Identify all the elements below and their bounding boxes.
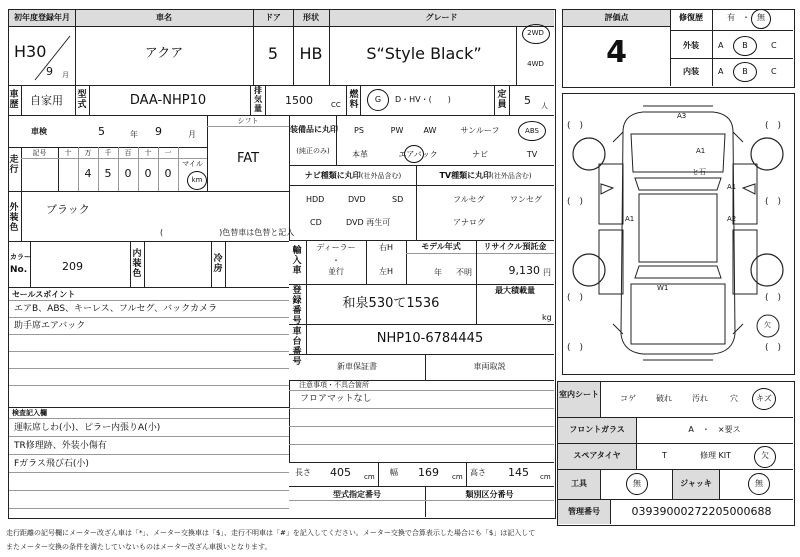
equip-leather: 本革 [352, 150, 368, 159]
length-label: 長さ [295, 468, 311, 477]
length-value: 405 [330, 466, 351, 479]
warranty-label: 新車保証書 [337, 362, 377, 371]
navi-cd: CD [310, 218, 322, 227]
equipment-sub: (純正のみ) [296, 147, 330, 155]
recycle-unit: 円 [543, 268, 551, 277]
import-label: 輸入車 [292, 246, 302, 276]
aircon-label: 冷房 [213, 254, 223, 274]
model-year-unknown: 不明 [456, 268, 472, 277]
displacement-unit: CC [331, 101, 341, 109]
inspection-month: 9 [155, 125, 162, 138]
color-no-value: 209 [62, 260, 83, 273]
height-label: 高さ [470, 468, 486, 477]
door-label: ドア [265, 13, 281, 22]
equip-aw: AW [423, 126, 437, 135]
tv-analog: アナログ [453, 218, 485, 227]
grade-label: グレード [425, 13, 458, 22]
spare-t: T [662, 451, 667, 460]
svg-text:( ): ( ) [765, 121, 782, 131]
footer-line1: 走行距離の記号欄にメーター改ざん車は「*」、メーター交換車は「$」、走行不明車は「#」を記入してください。メーター交換で合算表示した場合にも「$」は記入して [6, 529, 536, 537]
repaint-note: ( )色替車は色替と記入 [160, 228, 295, 237]
displacement-label: 排気量 [254, 86, 262, 113]
windshield-value: A ・ ×要ス [688, 425, 741, 434]
usage-value: 自家用 [30, 94, 63, 107]
tv-oneseg: ワンセグ [510, 195, 542, 204]
mileage-unit-5: 一 [164, 149, 172, 157]
mileage-unit-0: 十 [64, 149, 72, 157]
manual-label: 車両取説 [473, 362, 506, 371]
import-parallel: 並行 [328, 267, 344, 276]
exterior-label: 外装 [683, 41, 699, 50]
mileage-unit-2: 千 [104, 149, 112, 157]
color-label: 外装色 [9, 203, 19, 233]
seat-label: 室内シート [559, 390, 599, 399]
seat-yogore: 汚れ [692, 394, 708, 403]
import-dealer: ディーラー [316, 243, 356, 252]
sales-point-label: セールスポイント [12, 290, 76, 299]
jack-label: ジャッキ [680, 479, 712, 488]
tv-title [417, 172, 554, 180]
svg-text:( ): ( ) [765, 197, 782, 207]
damage-w1: W1 [657, 284, 669, 292]
equip-abs: ABS [525, 127, 539, 135]
mileage-label: 走行 [9, 155, 19, 175]
jack-value: 無 [755, 479, 763, 488]
height-unit: cm [540, 473, 551, 481]
interior-a: A [718, 67, 724, 76]
damage-a2: A2 [727, 215, 737, 223]
type-designation-label: 型式指定番号 [333, 490, 381, 499]
equip-ps: PS [354, 126, 364, 135]
spare-none: 欠 [761, 451, 769, 460]
equip-pw: PW [390, 126, 404, 135]
damage-a1-right: A1 [727, 183, 737, 191]
interior-color-label: 内装色 [132, 249, 142, 279]
navi-dvd: DVD [348, 195, 366, 204]
sales-point-line1: エアB、ABS、キーレス、フルセグ、バックカメラ [14, 304, 218, 314]
first-reg-label: 初年度登録年月 [14, 13, 70, 22]
height-value: 145 [508, 466, 529, 479]
damage-a1-top: A1 [696, 147, 706, 155]
equip-airbag: エアバック [398, 150, 438, 159]
max-load-unit: kg [542, 313, 552, 322]
first-reg-era: H30 [14, 42, 47, 61]
score-value: 4 [606, 35, 627, 70]
navi-title-sub: (社外品含む) [360, 172, 402, 180]
capacity-value: 5 [524, 94, 531, 107]
recycle-label: リサイクル預託金 [483, 242, 547, 251]
drive-4wd: 4WD [527, 60, 544, 68]
navi-sd: SD [392, 195, 404, 204]
recycle-value: 9,130 [508, 264, 540, 277]
notes-value: フロアマットなし [300, 394, 372, 404]
inspector-line2: TR修理跡、外装小傷有 [14, 441, 107, 451]
width-unit: cm [452, 473, 463, 481]
grade-value: S“Style Black” [366, 44, 482, 63]
mileage-unit-3: 百 [124, 149, 132, 157]
registration-label: 登録番号 [292, 286, 302, 326]
mileage-unit-4: 十 [144, 149, 152, 157]
model-year-unit: 年 [434, 268, 442, 277]
inspection-year: 5 [98, 125, 105, 138]
color-value: ブラック [46, 203, 90, 216]
fuel-others: D・HV・( ) [395, 95, 451, 104]
capacity-unit: 人 [541, 102, 548, 110]
navi-title [290, 172, 416, 180]
svg-text:( ): ( ) [765, 343, 782, 353]
notes-label: 注意事項・不具合箇所 [299, 381, 369, 389]
damage-a1-left: A1 [625, 215, 635, 223]
exterior-b: B [742, 41, 748, 50]
damage-a3: A3 [677, 112, 687, 120]
management-label: 管理番号 [568, 507, 600, 516]
equip-tv: TV [526, 150, 538, 159]
seat-koge: コゲ [620, 394, 636, 403]
drive-2wd: 2WD [527, 29, 544, 37]
interior-c: C [771, 67, 777, 76]
navi-dvd-play: DVD 再生可 [346, 218, 391, 227]
exterior-a: A [718, 41, 724, 50]
car-diagram [563, 94, 793, 372]
score-label: 評価点 [604, 13, 629, 22]
svg-text:( ): ( ) [567, 197, 584, 207]
fuel-g: G [374, 95, 382, 104]
chassis-label: 車台番号 [292, 327, 302, 367]
equipment-label: 装備品に丸印 [290, 125, 338, 134]
chassis-value: NHP10-6784445 [376, 331, 484, 346]
door-count: 5 [267, 44, 279, 63]
mileage-digit-5: 0 [164, 167, 172, 180]
inspection-year-unit: 年 [130, 130, 138, 139]
displacement-value: 1500 [285, 94, 313, 107]
max-load-label: 最大積載量 [495, 286, 535, 295]
windshield-label: フロントガラス [569, 425, 625, 434]
exterior-c: C [771, 41, 777, 50]
mileage-digit-1: 4 [84, 167, 92, 180]
color-no-label-b: No. [10, 265, 28, 275]
seat-kizu: キズ [756, 394, 772, 403]
repair-label: 修復歴 [679, 13, 703, 22]
import-arrows [316, 254, 356, 264]
spare-kit: 修理 KIT [700, 451, 732, 460]
tv-title-text: TV種類に丸印 [439, 171, 492, 180]
mileage-unit-1: 万 [84, 149, 92, 157]
model-value: DAA-NHP10 [129, 93, 207, 108]
mile-label: マイル [182, 160, 203, 168]
first-reg-month-unit: 月 [62, 71, 69, 79]
model-year-label: モデル年式 [421, 242, 461, 251]
shift-value: FAT [236, 151, 260, 166]
svg-text:( ): ( ) [567, 121, 584, 131]
shift-label: シフト [237, 117, 259, 125]
sales-point-line2: 助手席エアバック [14, 321, 86, 331]
management-value: 03939000272205000688 [631, 505, 772, 518]
mileage-digit-2: 5 [104, 167, 112, 180]
tv-fullseg: フルセグ [453, 195, 485, 204]
inspector-line1: 運転席しわ(小)、ピラー内張りA(小) [14, 423, 161, 433]
tools-label: 工具 [571, 479, 587, 488]
seat-yabure: 破れ [656, 394, 672, 403]
svg-text:( ): ( ) [567, 293, 584, 303]
inspector-line3: Fガラス飛び石(小) [14, 459, 89, 469]
damage-hishi: ヒ石 [692, 168, 706, 176]
svg-text:・: ・ [332, 256, 340, 264]
svg-text:( ): ( ) [765, 293, 782, 303]
registration-value: 和泉530て1536 [342, 296, 440, 311]
import-left: 左H [378, 267, 393, 276]
first-reg-month: 9 [46, 65, 53, 78]
km-label: km [191, 176, 203, 184]
tv-title-sub: (社外品含む) [491, 172, 532, 180]
import-right: 右H [378, 243, 393, 252]
mileage-digit-3: 0 [124, 167, 132, 180]
usage-label: 車歴 [9, 90, 19, 110]
seat-ana: 穴 [730, 394, 738, 403]
inspector-label: 検査記入欄 [12, 409, 47, 417]
damage-missing: 欠 [764, 321, 771, 329]
fuel-label: 燃料 [349, 90, 359, 110]
svg-text:( ): ( ) [567, 343, 584, 353]
inspection-month-unit: 月 [188, 130, 196, 139]
capacity-label: 定員 [497, 90, 507, 110]
model-label: 型式 [77, 90, 87, 110]
mileage-mark-label: 記号 [32, 149, 47, 157]
spare-label: スペアタイヤ [573, 451, 621, 460]
navi-title-text: ナビ種類に丸印 [304, 171, 361, 180]
footer-line2: またメーター交換の条件を満たしていないものはメーター改ざん車扱いとなります。 [6, 543, 272, 551]
class-number-label: 類別区分番号 [465, 490, 514, 499]
color-no-label-a: カラー [10, 253, 31, 261]
car-name-label: 車名 [156, 13, 172, 22]
equip-navi: ナビ [472, 150, 488, 159]
car-name: アクア [144, 46, 184, 61]
repair-dot: ・ [742, 13, 750, 22]
navi-hdd: HDD [306, 195, 325, 204]
repair-no: 無 [757, 13, 765, 22]
width-label: 幅 [390, 468, 398, 477]
shape-label: 形状 [303, 13, 319, 22]
inspection-label: 車検 [31, 127, 47, 136]
tools-value: 無 [633, 479, 641, 488]
body-shape: HB [299, 44, 323, 63]
width-value: 169 [418, 466, 439, 479]
interior-label: 内装 [683, 67, 699, 76]
repair-yes: 有 [727, 13, 735, 22]
mileage-digit-4: 0 [144, 167, 152, 180]
interior-b: B [742, 67, 748, 76]
length-unit: cm [364, 473, 375, 481]
equip-sunroof: サンルーフ [460, 126, 500, 135]
